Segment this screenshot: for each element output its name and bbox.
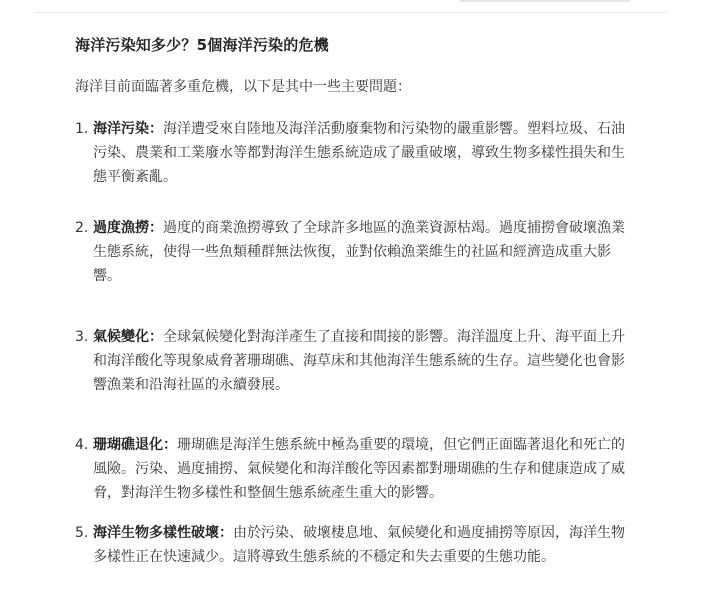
list-item-term: 珊瑚礁退化： — [93, 437, 177, 453]
list-item-text: 全球氣候變化對海洋產生了直接和間接的影響。海洋溫度上升、海平面上升和海洋酸化等現象威脅著珊瑚礁、海草床和其他海洋生態系統的生存。這些變化也會影響漁業和沿海社區的永續發展。 — [93, 329, 625, 393]
article-title: 海洋污染知多少？5個海洋污染的危機 — [75, 36, 329, 54]
list-item-term: 海洋污染： — [93, 121, 163, 137]
list-item-term: 過度漁撈： — [93, 220, 163, 236]
list-item — [75, 117, 638, 189]
crisis-list — [75, 117, 655, 569]
list-item-number: 4. — [75, 437, 89, 453]
list-item — [75, 325, 638, 397]
list-item-number: 3. — [75, 329, 89, 345]
article — [75, 33, 655, 569]
top-divider — [34, 12, 668, 13]
list-item-text: 海洋遭受來自陸地及海洋活動廢棄物和污染物的嚴重影響。塑料垃圾、石油污染、農業和工業廢水等都對海洋生態系統造成了嚴重破壞，導致生物多樣性損失和生態平衡紊亂。 — [93, 121, 625, 185]
list-item-text: 由於污染、破壞棲息地、氣候變化和過度捕撈等原因，海洋生物多樣性正在快速減少。這將導致生態系統的不穩定和失去重要的生態功能。 — [93, 525, 625, 565]
list-item-number: 5. — [75, 525, 89, 541]
list-item-text: 過度的商業漁撈導致了全球許多地區的漁業資源枯竭。過度捕撈會破壞漁業生態系統，使得一些魚類種群無法恢復，並對依賴漁業維生的社區和經濟造成重大影響。 — [93, 220, 625, 284]
list-item — [75, 521, 638, 569]
list-item-number: 1. — [75, 121, 89, 137]
list-item — [75, 216, 638, 288]
list-item-number: 2. — [75, 220, 89, 236]
article-intro: 海洋目前面臨著多重危機，以下是其中一些主要問題： — [75, 79, 411, 95]
list-item-term: 氣候變化： — [93, 329, 163, 345]
list-item-text: 珊瑚礁是海洋生態系統中極為重要的環境，但它們正面臨著退化和死亡的風險。污染、過度捕撈、氣候變化和海洋酸化等因素都對珊瑚礁的生存和健康造成了威脅，對海洋生物多樣性和整個生態系統產生重大的影響。 — [93, 437, 625, 501]
list-item — [75, 433, 638, 505]
list-item-term: 海洋生物多樣性破壞： — [93, 525, 233, 541]
top-divider-accent — [460, 0, 630, 2]
